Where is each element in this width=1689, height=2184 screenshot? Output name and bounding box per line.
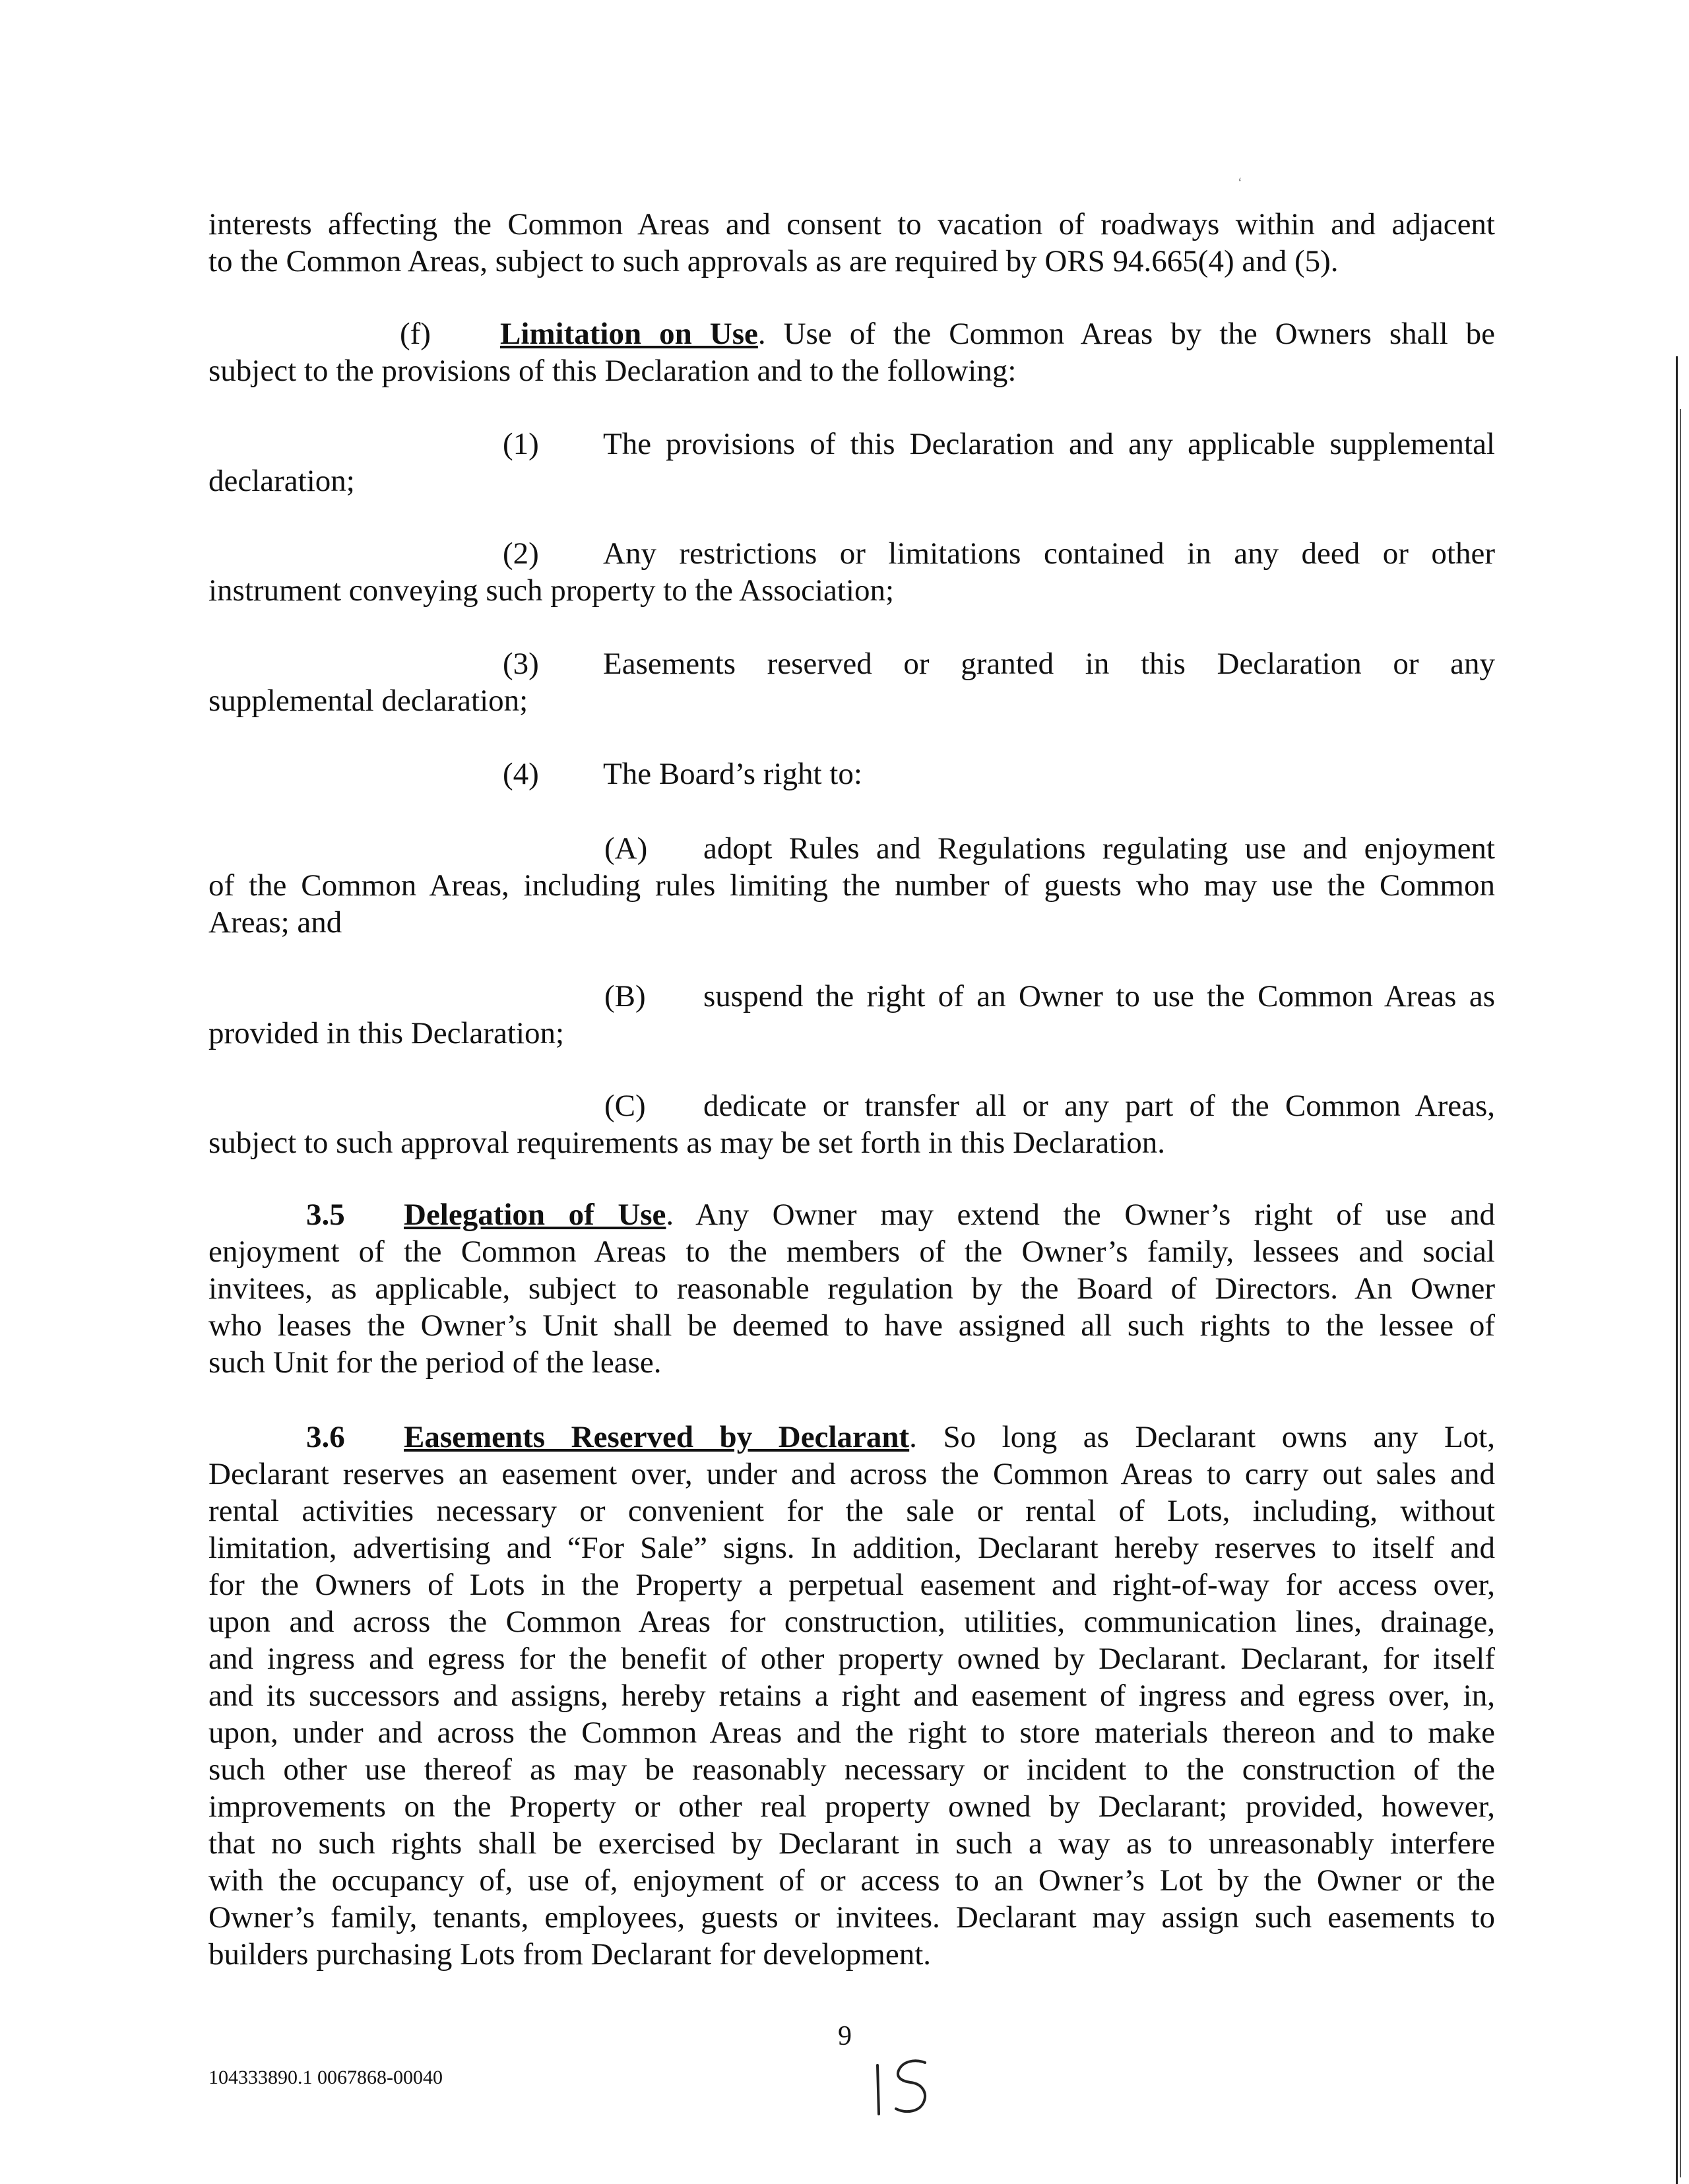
item-label: (1) bbox=[503, 427, 539, 461]
page-number: 9 bbox=[838, 2021, 852, 2051]
item-text: The provisions of this Declaration and any applicable supplemental bbox=[603, 427, 1495, 461]
list-item-1 bbox=[208, 426, 1495, 499]
paragraph-line: supplemental declaration; bbox=[208, 684, 528, 718]
list-item-2 bbox=[208, 535, 1495, 609]
item-label: (2) bbox=[503, 536, 539, 571]
section-number: 3.6 bbox=[306, 1420, 345, 1454]
continuation-paragraph bbox=[208, 206, 1495, 280]
paragraph-line: limitation, advertising and “For Sale” signs. In addition, Declarant hereby reserves to itself and bbox=[208, 1531, 1495, 1565]
paragraph-line: improvements on the Property or other real property owned by Declarant; provided, however, bbox=[208, 1789, 1495, 1824]
paragraph-line: builders purchasing Lots from Declarant for development. bbox=[208, 1937, 932, 1972]
item-text: adopt Rules and Regulations regulating use and enjoyment bbox=[703, 831, 1495, 866]
paragraph-line: upon, under and across the Common Areas and the right to store materials thereon and to make bbox=[208, 1716, 1495, 1750]
item-text: Any restrictions or limitations contained in any deed or other bbox=[603, 536, 1495, 571]
paragraph-line: Owner’s family, tenants, employees, guests or invitees. Declarant may assign such easements to bbox=[208, 1900, 1495, 1935]
paragraph-line bbox=[208, 535, 1495, 572]
list-item-3 bbox=[208, 645, 1495, 719]
section-heading: Easements Reserved by Declarant bbox=[404, 1420, 910, 1454]
paragraph-line: Areas; and bbox=[208, 905, 342, 940]
paragraph-line: for the Owners of Lots in the Property a perpetual easement and right-of-way for access over, bbox=[208, 1568, 1495, 1602]
paragraph-line: and ingress and egress for the benefit of other property owned by Declarant. Declarant, for itself bbox=[208, 1642, 1495, 1676]
heading-trailing-text: . Use of the Common Areas by the Owners shall be bbox=[757, 317, 1495, 351]
item-text: dedicate or transfer all or any part of the Common Areas, bbox=[703, 1089, 1495, 1123]
subsection-label: (f) bbox=[400, 317, 431, 351]
paragraph-line: enjoyment of the Common Areas to the members of the Owner’s family, lessees and social bbox=[208, 1235, 1495, 1269]
paragraph-line: upon and across the Common Areas for construction, utilities, communication lines, drainage, bbox=[208, 1605, 1495, 1639]
item-label: (A) bbox=[604, 831, 648, 866]
section-heading: Delegation of Use bbox=[404, 1198, 666, 1232]
paragraph-line bbox=[208, 978, 1495, 1015]
paragraph-line: instrument conveying such property to the Association; bbox=[208, 573, 895, 608]
paragraph-line: Declarant reserves an easement over, under and across the Common Areas to carry out sales and bbox=[208, 1457, 1495, 1491]
item-label: (C) bbox=[604, 1089, 646, 1123]
paragraph-line: rental activities necessary or convenient for the sale or rental of Lots, including, without bbox=[208, 1494, 1495, 1528]
list-item-4 bbox=[208, 755, 1495, 792]
item-text: The Board’s right to: bbox=[603, 757, 862, 791]
paragraph-line: invitees, as applicable, subject to reasonable regulation by the Board of Directors. An Owner bbox=[208, 1271, 1495, 1306]
item-text: suspend the right of an Owner to use the Common Areas as bbox=[703, 979, 1495, 1013]
item-text: Easements reserved or granted in this Declaration or any bbox=[603, 647, 1495, 681]
paragraph-line bbox=[208, 645, 1495, 682]
sub-item-a bbox=[208, 830, 1495, 941]
scan-edge-line bbox=[1676, 356, 1678, 2184]
handwritten-page-mark bbox=[868, 2053, 941, 2119]
paragraph-line: provided in this Declaration; bbox=[208, 1016, 565, 1050]
paragraph-line: to the Common Areas, subject to such approvals as are required by ORS 94.665(4) and (5). bbox=[208, 244, 1339, 278]
sub-item-c bbox=[208, 1087, 1495, 1161]
paragraph-line bbox=[208, 1087, 1495, 1124]
paragraph-line: such Unit for the period of the lease. bbox=[208, 1345, 662, 1380]
paragraph-line: of the Common Areas, including rules limiting the number of guests who may use the Common bbox=[208, 868, 1495, 903]
paragraph-line: that no such rights shall be exercised by Declarant in such a way as to unreasonably interfere bbox=[208, 1826, 1495, 1861]
paragraph-line: subject to such approval requirements as may be set forth in this Declaration. bbox=[208, 1126, 1166, 1160]
scan-speck: ‘ bbox=[1238, 176, 1242, 190]
paragraph-line: such other use thereof as may be reasonably necessary or incident to the construction of the bbox=[208, 1752, 1495, 1787]
document-id: 104333890.1 0067868-00040 bbox=[208, 2067, 443, 2088]
paragraph-line: declaration; bbox=[208, 464, 355, 498]
paragraph-line bbox=[208, 1196, 1495, 1233]
sub-item-b bbox=[208, 978, 1495, 1052]
subsection-heading: Limitation on Use bbox=[500, 317, 758, 351]
paragraph-line bbox=[208, 755, 1495, 792]
heading-trailing-text: . Any Owner may extend the Owner’s right of use and bbox=[666, 1198, 1495, 1232]
paragraph-line: who leases the Owner’s Unit shall be deemed to have assigned all such rights to the lessee of bbox=[208, 1308, 1495, 1343]
paragraph-line: and its successors and assigns, hereby retains a right and easement of ingress and egress over, in, bbox=[208, 1679, 1495, 1713]
section-number: 3.5 bbox=[306, 1198, 345, 1232]
paragraph-line: interests affecting the Common Areas and consent to vacation of roadways within and adjacent bbox=[208, 207, 1495, 241]
paragraph-line bbox=[208, 315, 1495, 352]
item-label: (4) bbox=[503, 757, 539, 791]
scan-edge-line-secondary bbox=[1680, 409, 1681, 2177]
item-label: (3) bbox=[503, 647, 539, 681]
subsection-f bbox=[208, 315, 1495, 389]
paragraph-line bbox=[208, 1419, 1495, 1456]
paragraph-line bbox=[208, 830, 1495, 867]
heading-trailing-text: . So long as Declarant owns any Lot, bbox=[909, 1420, 1495, 1454]
paragraph-line: subject to the provisions of this Declaration and to the following: bbox=[208, 354, 1017, 388]
section-3-6 bbox=[208, 1419, 1495, 1973]
item-label: (B) bbox=[604, 979, 646, 1013]
section-3-5 bbox=[208, 1196, 1495, 1381]
paragraph-line: with the occupancy of, use of, enjoyment of or access to an Owner’s Lot by the Owner or the bbox=[208, 1863, 1495, 1898]
paragraph-line bbox=[208, 426, 1495, 463]
